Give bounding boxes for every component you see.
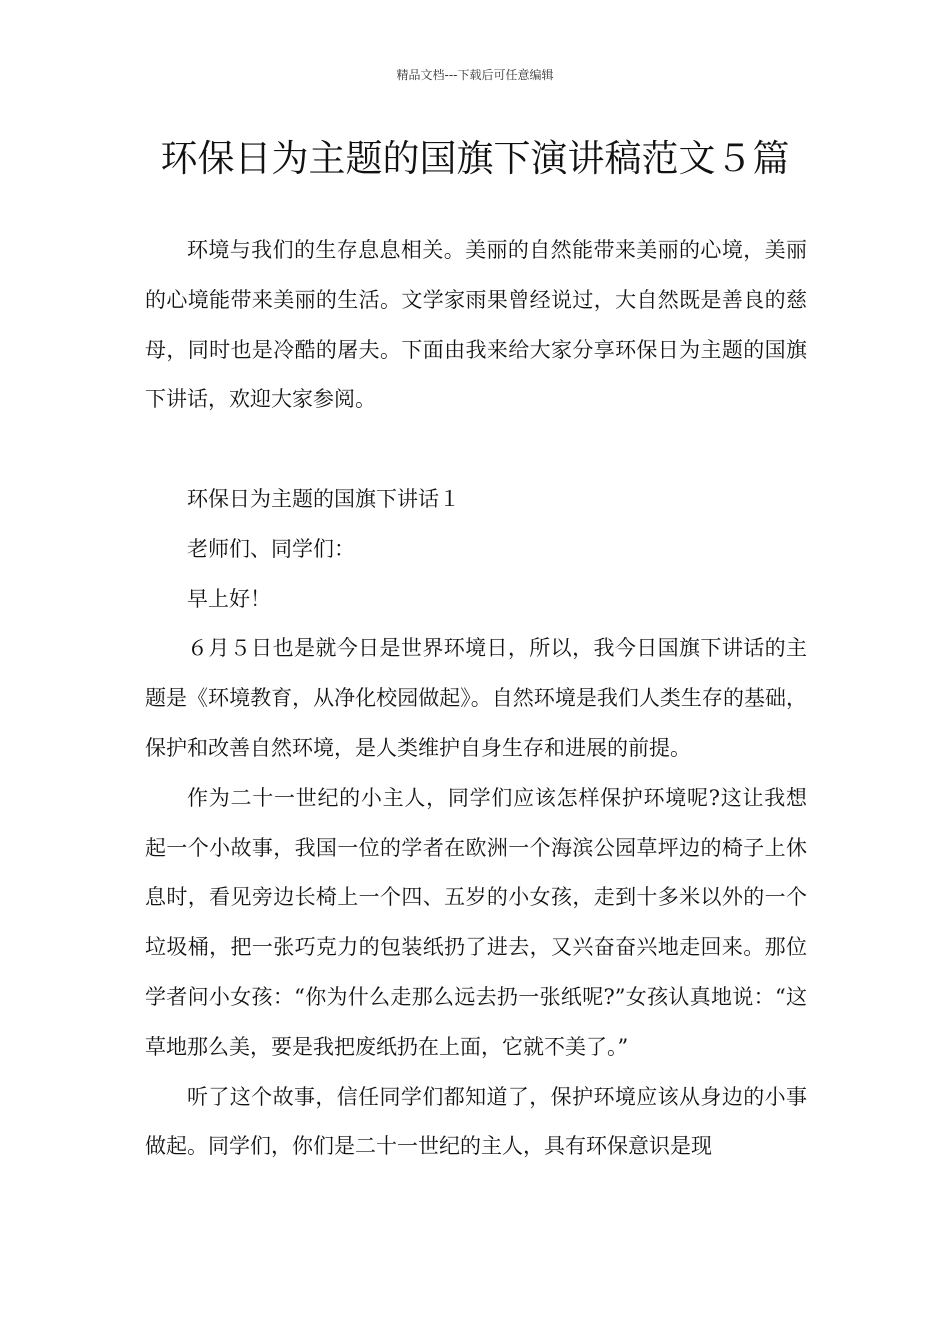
greeting: 早上好！ <box>187 586 271 611</box>
body-paragraph: 作为二十一世纪的小主人，同学们应该怎样保护环境呢?这让我想起一个小故事，我国一位的学者在欧洲一个海滨公园草坪边的椅子上休息时，看见旁边长椅上一个四、五岁的小女孩，走到十多米以外的一个垃圾桶，把一张巧克力的包装纸扔了进去，又兴奋奋兴地走回来。那位学者问小女孩：“你为什么走那么远去扔一张纸呢?”女孩认真地说：“这草地那么美，要是我把废纸扔在上面，它就不美了。” <box>145 785 807 1059</box>
speech-heading: 环保日为主题的国旗下讲话１ <box>187 486 460 511</box>
document-title: 环保日为主题的国旗下演讲稿范文５篇 <box>160 137 790 180</box>
intro-paragraph: 环境与我们的生存息息相关。美丽的自然能带来美丽的心境，美丽的心境能带来美丽的生活。文学家雨果曾经说过，大自然既是善良的慈母，同时也是冷酷的屠夫。下面由我来给大家分享环保日为主题的国旗下讲话，欢迎大家参阅。 <box>145 238 807 412</box>
document-body <box>145 226 807 1172</box>
body-paragraph: ６月５日也是就今日是世界环境日，所以，我今日国旗下讲话的主题是《环境教育，从净化校园做起》。自然环境是我们人类生存的基础，保护和改善自然环境，是人类维护自身生存和进展的前提。 <box>145 636 807 760</box>
body-paragraph: 听了这个故事，信任同学们都知道了，保护环境应该从身边的小事做起。同学们，你们是二十一世纪的主人，具有环保意识是现 <box>145 1084 807 1159</box>
salutation: 老师们、同学们： <box>187 536 355 561</box>
page-header: 精品文档---下载后可任意编辑 <box>396 68 554 82</box>
